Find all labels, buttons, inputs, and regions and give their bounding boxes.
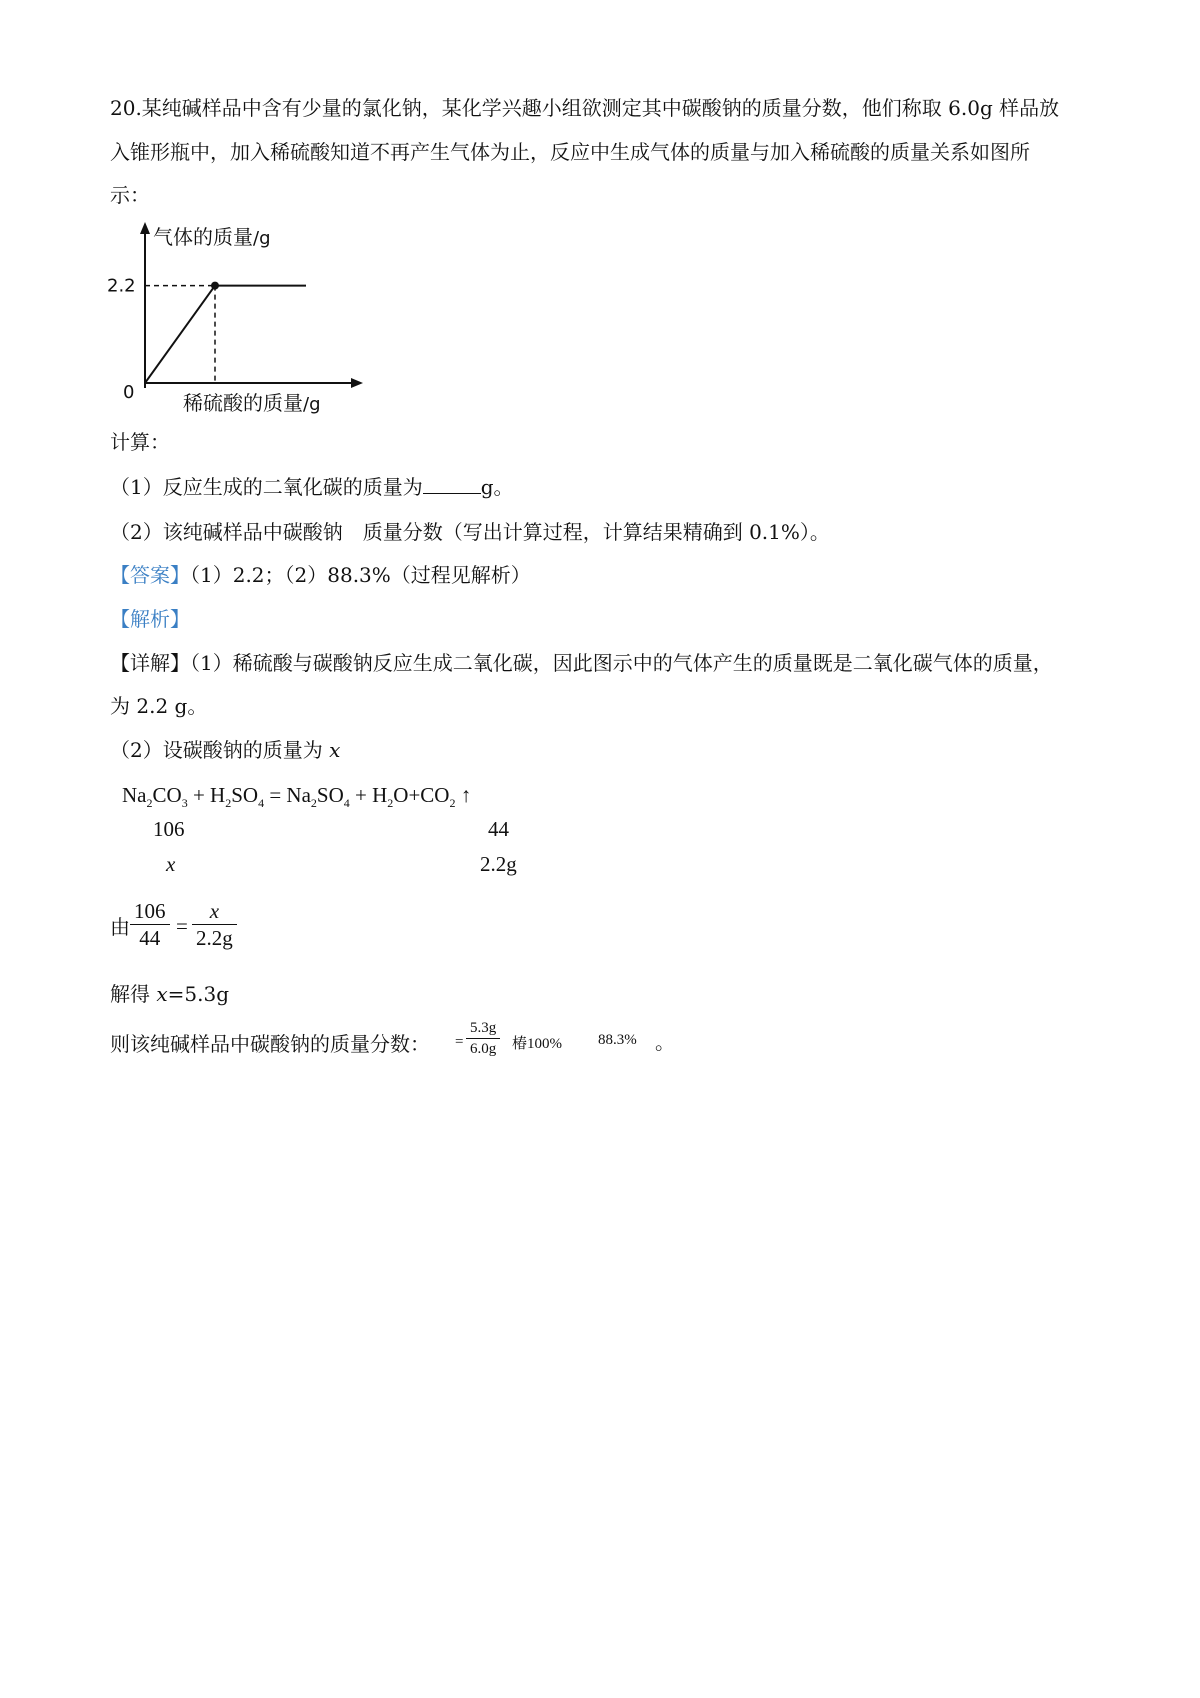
question-line-3: 示：: [110, 183, 150, 207]
chemical-equation: $Na_2CO_3 + H_2SO_4 = Na_2SO_4 + H_2O+CO_2$ ↑: [122, 783, 472, 810]
detail-line-2: 为 2.2 g。: [110, 694, 208, 718]
x-axis-arrow: [351, 378, 363, 388]
solve-line: 解得 x=5.3g: [110, 982, 230, 1006]
origin-label: 0: [123, 382, 135, 403]
answer-blank[interactable]: [423, 475, 481, 494]
y-tick-label: 2.2: [107, 275, 136, 297]
co2-mass: 2.2g: [480, 852, 517, 876]
final-fraction: $\frac{5.3g}{6.0g}$: [466, 1018, 500, 1059]
data-point: [211, 282, 219, 290]
variable-x: x: [329, 738, 341, 762]
final-multiplier: 椿100%: [512, 1036, 562, 1052]
y-axis-arrow: [140, 222, 150, 234]
answer-line: [110, 563, 531, 587]
detail-text-1: （1）稀硫酸与碳酸钠反应生成二氧化碳，因此图示中的气体产生的质量既是二氧化碳气体的质量，: [190, 651, 1053, 675]
question-line-1: 20.某纯碱样品中含有少量的氯化钠，某化学兴趣小组欲测定其中碳酸钠的质量分数，他们称取 6.0g 样品放: [110, 96, 1060, 120]
analysis-tag: 【解析】: [110, 607, 190, 631]
final-line-text: 则该纯碱样品中碳酸钠的质量分数：: [110, 1032, 430, 1056]
sub-question-2: （2）该纯碱样品中碳酸钠 质量分数（写出计算过程，计算结果精确到 0.1%）。: [110, 520, 830, 544]
unknown-mass: x: [166, 852, 176, 876]
detail-line-1: [110, 651, 1053, 675]
detail-text-3: （2）设碳酸钠的质量为: [110, 738, 330, 762]
sub1-after: g。: [480, 475, 514, 499]
answer-tag: 【答案】: [110, 563, 190, 587]
final-equals: =: [455, 1034, 464, 1050]
detail-tag: 【详解】: [110, 651, 190, 675]
calc-label: 计算：: [110, 430, 170, 454]
answer-text: （1）2.2；（2）88.3%（过程见解析）: [190, 563, 531, 587]
y-axis-label: 气体的质量/g: [153, 225, 271, 249]
detail-line-3: [110, 738, 340, 762]
final-end: 。: [655, 1030, 675, 1054]
proportion-prefix: 由: [110, 915, 130, 939]
sub-question-1: [110, 475, 514, 499]
molar-mass-na2co3: 106: [153, 817, 185, 841]
gas-mass-chart: [105, 220, 365, 420]
fraction-x-2.2g: $\frac{x}{2.2g}$: [192, 898, 237, 951]
proportion-equals: =: [176, 914, 188, 938]
fraction-106-44: $\frac{106}{44}$: [130, 898, 170, 951]
series-line-rise: [145, 286, 215, 383]
final-result: 88.3%: [598, 1032, 637, 1048]
x-axis-label: 稀硫酸的质量/g: [183, 391, 321, 415]
sub1-before: （1）反应生成的二氧化碳的质量为: [110, 475, 423, 499]
question-line-2: 入锥形瓶中，加入稀硫酸知道不再产生气体为止，反应中生成气体的质量与加入稀硫酸的质量关系如图所: [110, 140, 1030, 164]
molar-mass-co2: 44: [488, 817, 509, 841]
